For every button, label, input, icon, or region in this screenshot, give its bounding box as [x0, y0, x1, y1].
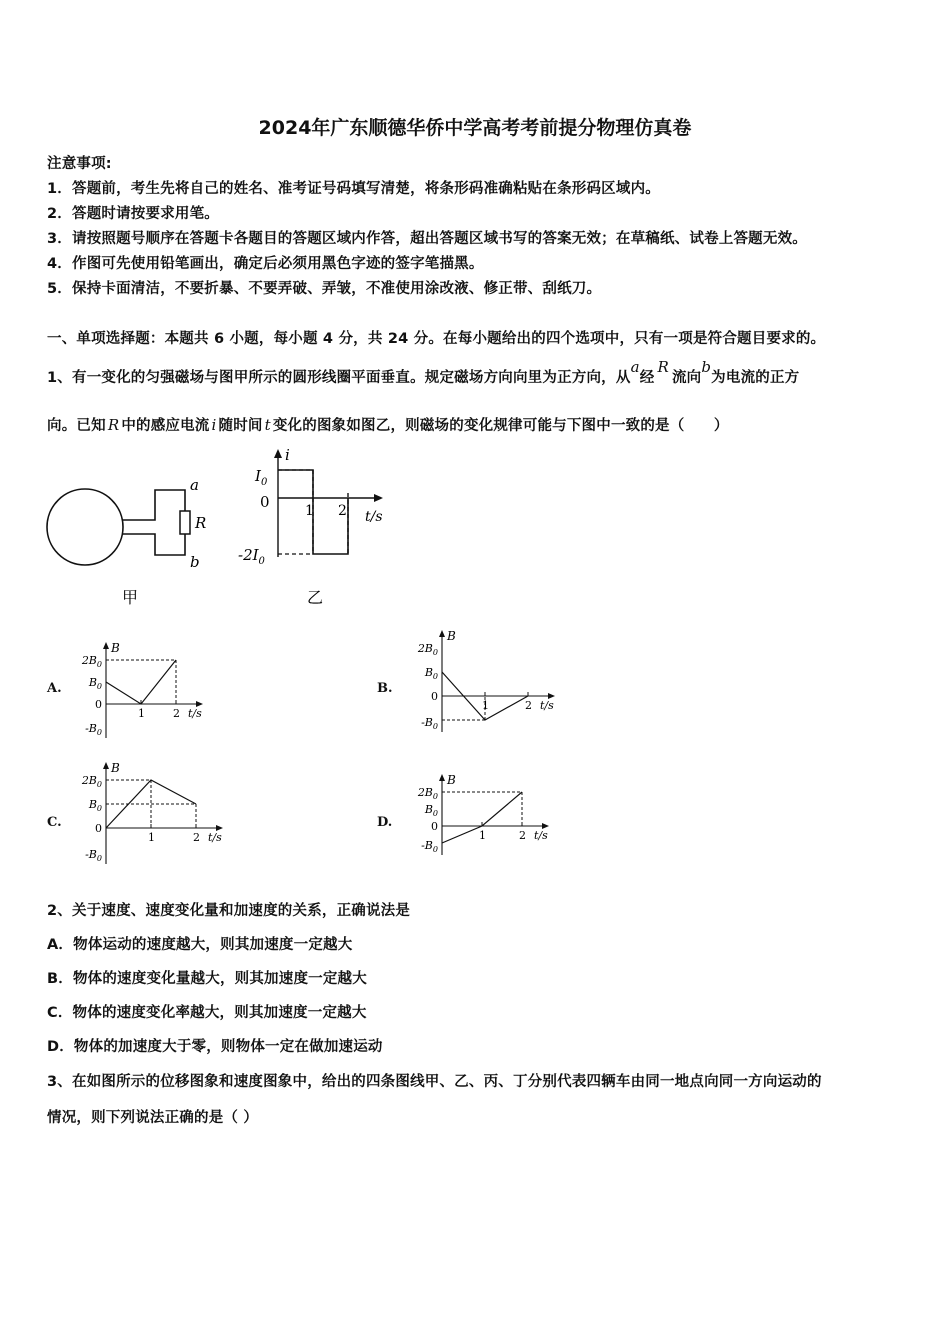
- caption-jia: 甲: [122, 588, 139, 607]
- ytick-2B0: [417, 642, 438, 657]
- ytick-mB0-text: -B: [85, 848, 97, 861]
- xtick-2: 2: [525, 699, 532, 712]
- B-axis-label: B: [447, 773, 456, 787]
- section-heading: 一、单项选择题：本题共 6 小题，每小题 4 分，共 24 分。在每小题给出的四个选项中，只有一项是符合题目要求的。: [47, 331, 826, 347]
- xtick-2: 2: [519, 829, 526, 842]
- t-axis-label: t/s: [208, 831, 222, 844]
- ytick-mB0-sub: 0: [432, 722, 438, 731]
- ytick-0-text: 0: [431, 820, 438, 833]
- ytick-2B0-text: 2B: [81, 654, 97, 667]
- question-1-line-2: [47, 414, 729, 435]
- notice-heading: 注意事项:: [47, 156, 112, 172]
- xtick-2: 2: [193, 831, 200, 844]
- notice-item: 5．保持卡面清洁，不要折暴、不要弄破、弄皱，不准使用涂改液、修正带、刮纸刀。: [47, 281, 602, 297]
- label-b: b: [190, 553, 200, 571]
- ytick-mB0-sub: 0: [96, 854, 102, 863]
- ytick-2B0-sub: 0: [96, 660, 102, 669]
- ytick-0: [431, 690, 438, 703]
- ytick-0: [95, 698, 102, 711]
- B-series-line: [106, 660, 176, 704]
- q2-option-C: C．物体的速度变化率越大，则其加速度一定越大: [47, 1005, 367, 1021]
- option-A-label: A.: [47, 681, 62, 696]
- xtick-2: 2: [338, 503, 347, 519]
- wire-bottom: [122, 534, 185, 555]
- q1-text: 1、有一变化的匀强磁场与图甲所示的圆形线圈平面垂直。规定磁场方向向里为正方向，从: [47, 370, 631, 386]
- ytick-B0-text: B: [424, 666, 433, 679]
- B-axis-arrow: [103, 642, 109, 649]
- option-C-graph: [72, 760, 242, 875]
- resistor: [180, 511, 190, 534]
- ytick-B0: [424, 803, 438, 818]
- ytick-B0-text: B: [424, 803, 433, 816]
- option-B-label: B.: [377, 681, 393, 696]
- ytick-2B0: [81, 654, 102, 669]
- B-axis-label: B: [111, 641, 120, 655]
- caption-yi: 乙: [307, 588, 324, 607]
- ytick-2B0-text: 2B: [417, 786, 433, 799]
- notice-item: 4．作图可先使用铅笔画出，确定后必须用黑色字迹的签字笔描黑。: [47, 256, 484, 272]
- ytick-I0-sub: 0: [260, 477, 268, 488]
- xtick-2: 2: [173, 707, 180, 720]
- q1-text: 中的感应电流: [121, 418, 210, 434]
- xtick-1: 1: [479, 829, 486, 842]
- origin-label: 0: [260, 493, 270, 511]
- ytick-2B0-text: 2B: [81, 774, 97, 787]
- ytick-I0-text: I: [255, 467, 261, 485]
- ytick-B0-sub: 0: [96, 682, 102, 691]
- ytick-mB0: [85, 722, 102, 737]
- figure-yi-graph: [225, 445, 400, 610]
- option-D-label: D.: [377, 815, 393, 830]
- ytick-B0-text: B: [88, 798, 97, 811]
- x-label: t/s: [365, 509, 383, 525]
- symbol-R: R: [107, 416, 120, 434]
- q2-option-B: B．物体的速度变化量越大，则其加速度一定越大: [47, 971, 367, 987]
- ytick-mB0: [85, 848, 102, 863]
- page-title: 2024年广东顺德华侨中学高考考前提分物理仿真卷: [258, 117, 692, 139]
- y-label: i: [285, 446, 290, 464]
- ytick-0: [431, 820, 438, 833]
- ytick-mB0: [421, 839, 438, 854]
- symbol-i: i: [211, 416, 217, 434]
- B-axis-arrow: [103, 762, 109, 769]
- q2-option-A: A．物体运动的速度越大，则其加速度一定越大: [47, 937, 353, 953]
- symbol-R: R: [657, 358, 669, 376]
- ytick-2B0-sub: 0: [432, 792, 438, 801]
- ytick-2B0: [81, 774, 102, 789]
- q1-text: 为电流的正方: [711, 370, 800, 386]
- question-3-line-2: 情况，则下列说法正确的是（ ）: [47, 1110, 259, 1126]
- q1-text: 经: [639, 370, 655, 386]
- ytick-2B0-text: 2B: [417, 642, 433, 655]
- ytick-0: [95, 822, 102, 835]
- y-axis-arrow: [274, 449, 282, 458]
- ytick-0-text: 0: [95, 822, 102, 835]
- ytick-0-text: 0: [431, 690, 438, 703]
- option-C-label: C.: [47, 815, 62, 830]
- ytick-2B0-sub: 0: [432, 648, 438, 657]
- t-axis-label: t/s: [534, 829, 548, 842]
- ytick-0-text: 0: [95, 698, 102, 711]
- x-axis-arrow: [374, 494, 383, 502]
- xtick-1: 1: [138, 707, 145, 720]
- notice-item: 1．答题前，考生先将自己的姓名、准考证号码填写清楚，将条形码准确粘贴在条形码区域内。: [47, 181, 660, 197]
- option-A-graph: [72, 640, 222, 750]
- ytick-mB0-text: -B: [421, 716, 433, 729]
- B-axis-arrow: [439, 774, 445, 781]
- q1-text: 变化的图象如图乙，则磁场的变化规律可能与下图中一致的是（ ）: [272, 418, 729, 434]
- xtick-1: 1: [482, 699, 489, 712]
- ytick-m2I0-text: -2I: [238, 546, 259, 564]
- ytick-2B0-sub: 0: [96, 780, 102, 789]
- t-axis-label: t/s: [540, 699, 554, 712]
- coil-circle: [47, 489, 123, 565]
- ytick-B0: [88, 676, 102, 691]
- q1-text: 流向: [671, 370, 702, 386]
- option-D-graph: [408, 772, 568, 862]
- label-a: a: [190, 476, 199, 494]
- ytick-B0: [424, 666, 438, 681]
- notice-item: 2．答题时请按要求用笔。: [47, 206, 219, 222]
- symbol-t: t: [264, 416, 271, 434]
- ytick-mB0: [421, 716, 438, 731]
- notice-item: 3．请按照题号顺序在答题卡各题目的答题区域内作答，超出答题区域书写的答案无效；在草稿纸、试卷上答题无效。: [47, 231, 807, 247]
- xtick-1: 1: [305, 503, 314, 519]
- ytick-I0: [254, 467, 268, 488]
- t-axis-label: t/s: [188, 707, 202, 720]
- option-B-graph: [408, 628, 573, 743]
- ytick-2B0: [417, 786, 438, 801]
- ytick-mB0-text: -B: [85, 722, 97, 735]
- question-3-line-1: 3、在如图所示的位移图象和速度图象中，给出的四条图线甲、乙、丙、丁分别代表四辆车由同一地点向同一方向运动的: [47, 1074, 822, 1090]
- ytick-B0-sub: 0: [96, 804, 102, 813]
- ytick-mB0-text: -B: [421, 839, 433, 852]
- B-axis-label: B: [111, 761, 120, 775]
- figure-jia-circuit: [40, 465, 220, 615]
- B-axis-label: B: [447, 629, 456, 643]
- question-1-line-1: [47, 358, 800, 387]
- label-R: R: [195, 514, 207, 532]
- ytick-B0-sub: 0: [432, 672, 438, 681]
- q1-text: 随时间: [218, 418, 263, 434]
- symbol-b: b: [701, 358, 712, 376]
- q1-text: 向。已知: [47, 418, 106, 434]
- ytick-B0-sub: 0: [432, 809, 438, 818]
- ytick-m2I0-sub: 0: [258, 556, 265, 567]
- ytick-m2I0: [238, 546, 266, 567]
- wire-top: [122, 490, 185, 520]
- B-axis-arrow: [439, 630, 445, 637]
- xtick-1: 1: [148, 831, 155, 844]
- ytick-B0: [88, 798, 102, 813]
- q2-option-D: D．物体的加速度大于零，则物体一定在做加速运动: [47, 1039, 383, 1055]
- symbol-a: a: [630, 358, 640, 376]
- question-2-stem: 2、关于速度、速度变化量和加速度的关系，正确说法是: [47, 903, 411, 919]
- ytick-mB0-sub: 0: [96, 728, 102, 737]
- ytick-B0-text: B: [88, 676, 97, 689]
- ytick-mB0-sub: 0: [432, 845, 438, 854]
